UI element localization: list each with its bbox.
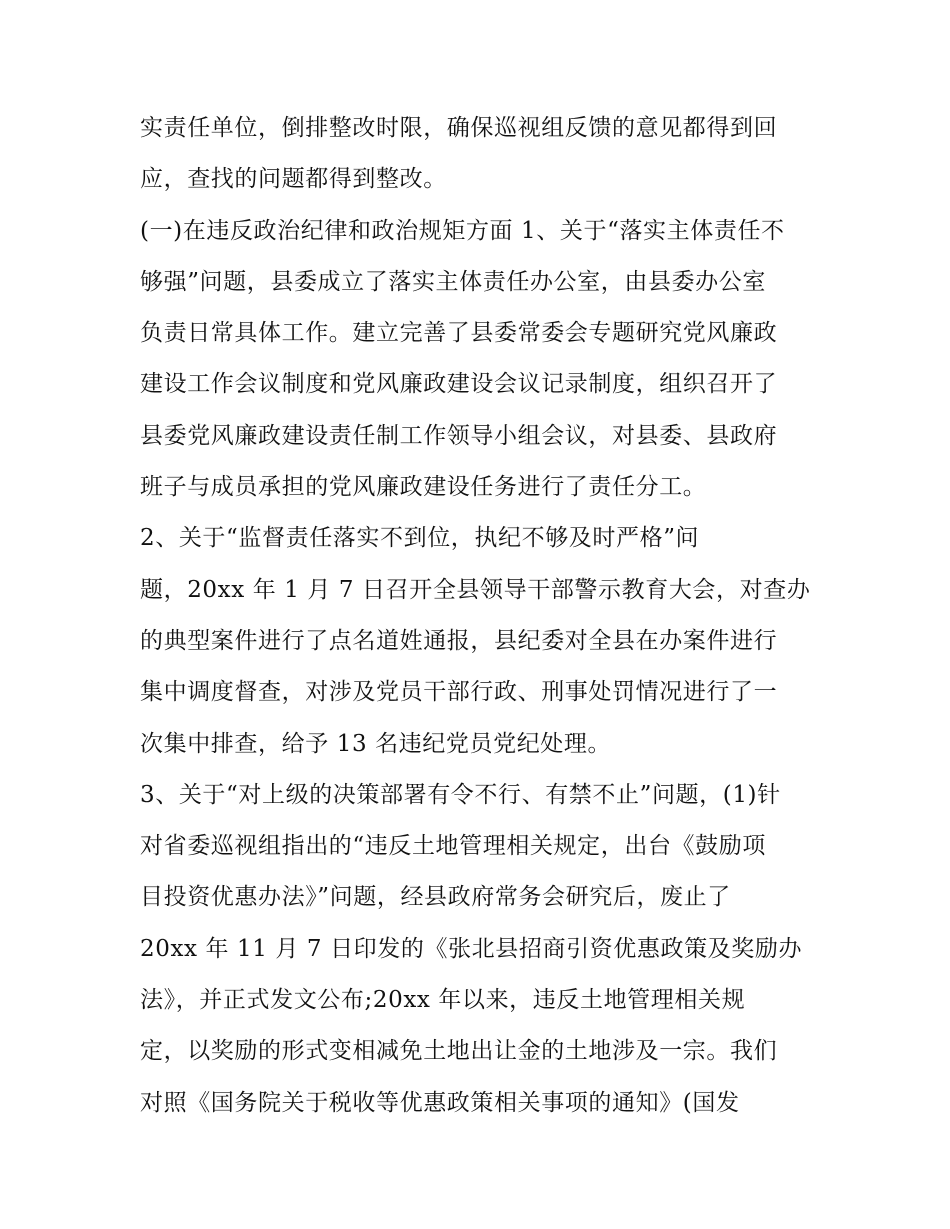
text-line: 对省委巡视组指出的“违反土地管理相关规定，出台《鼓励项	[140, 833, 766, 860]
text-line: 3、关于“对上级的决策部署有令不行、有禁不止”问题，(1)针	[140, 781, 781, 808]
text-line: 够强”问题，县委成立了落实主体责任办公室，由县委办公室	[140, 268, 766, 295]
text-line: (一)在违反政治纪律和政治规矩方面 1、关于“落实主体责任不	[140, 217, 785, 244]
text-line: 负责日常具体工作。建立完善了县委常委会专题研究党风廉政	[140, 320, 778, 347]
text-line: 应，查找的问题都得到整改。	[140, 166, 447, 193]
text-line: 法》，并正式发文公布;20xx 年以来，违反土地管理相关规	[140, 987, 746, 1014]
text-line: 建设工作会议制度和党风廉政建设会议记录制度，组织召开了	[140, 371, 778, 398]
text-line: 目投资优惠办法》”问题，经县政府常务会研究后，废止了	[140, 884, 731, 911]
text-line: 班子与成员承担的党风廉政建设任务进行了责任分工。	[140, 474, 707, 501]
text-line: 题，20xx 年 1 月 7 日召开全县领导干部警示教育大会，对查办	[140, 576, 811, 603]
text-line: 定，以奖励的形式变相减免土地出让金的土地涉及一宗。我们	[140, 1038, 778, 1065]
text-line: 2、关于“监督责任落实不到位，执纪不够及时严格”问	[140, 525, 700, 552]
text-line: 的典型案件进行了点名道姓通报，县纪委对全县在办案件进行	[140, 627, 778, 654]
text-line: 实责任单位，倒排整改时限，确保巡视组反馈的意见都得到回	[140, 115, 778, 141]
document-body-text	[140, 103, 820, 1129]
text-line: 次集中排查，给予 13 名违纪党员党纪处理。	[140, 730, 612, 757]
text-line: 集中调度督查，对涉及党员干部行政、刑事处罚情况进行了一	[140, 679, 778, 706]
text-line: 对照《国务院关于税收等优惠政策相关事项的通知》(国发	[140, 1089, 740, 1116]
text-line: 县委党风廉政建设责任制工作领导小组会议，对县委、县政府	[140, 422, 778, 449]
text-line: 20xx 年 11 月 7 日印发的《张北县招商引资优惠政策及奖励办	[140, 935, 803, 962]
